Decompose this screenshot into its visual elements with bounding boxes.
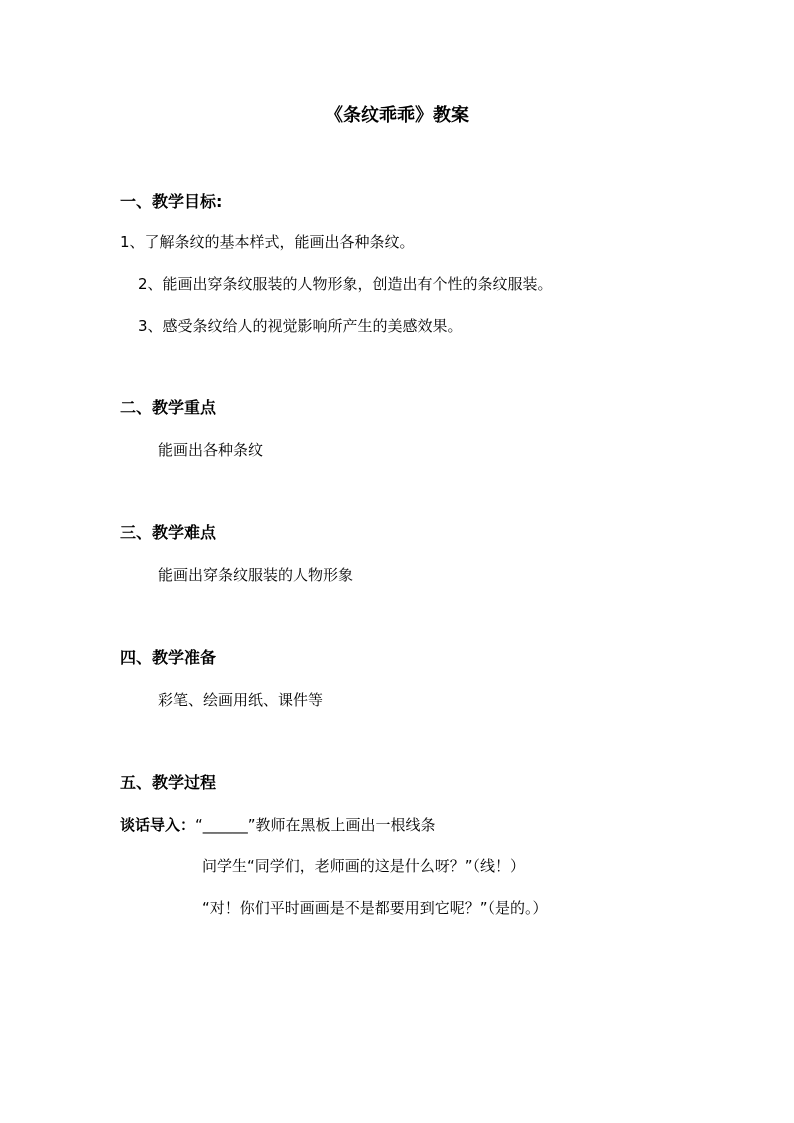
objective-item-1: 1、了解条纹的基本样式，能画出各种条纹。 <box>120 233 415 251</box>
objective-item-3: 3、感受条纹给人的视觉影响所产生的美感效果。 <box>138 317 463 335</box>
process-line-1: 问学生“同学们，老师画的这是什么呀？”（线！） <box>202 857 526 875</box>
difficulties-body: 能画出穿条纹服装的人物形象 <box>158 566 354 584</box>
intro-text: “______”教师在黑板上画出一根线条 <box>195 816 436 834</box>
section-heading-process: 五、教学过程 <box>120 773 217 792</box>
section-heading-key-points: 二、教学重点 <box>120 398 217 417</box>
key-points-body: 能画出各种条纹 <box>158 441 264 459</box>
preparation-body: 彩笔、绘画用纸、课件等 <box>158 691 324 709</box>
intro-label: 谈话导入： <box>120 816 196 834</box>
section-heading-preparation: 四、教学准备 <box>120 648 217 667</box>
objective-item-2: 2、能画出穿条纹服装的人物形象，创造出有个性的条纹服装。 <box>138 275 553 293</box>
section-heading-objectives: 一、教学目标: <box>120 192 223 211</box>
document-title: 《条纹乖乖》教案 <box>325 105 469 126</box>
process-line-2: “对！你们平时画画是不是都要用到它呢？”（是的。） <box>202 899 548 917</box>
section-heading-difficulties: 三、教学难点 <box>120 523 217 542</box>
intro-line <box>120 815 436 835</box>
